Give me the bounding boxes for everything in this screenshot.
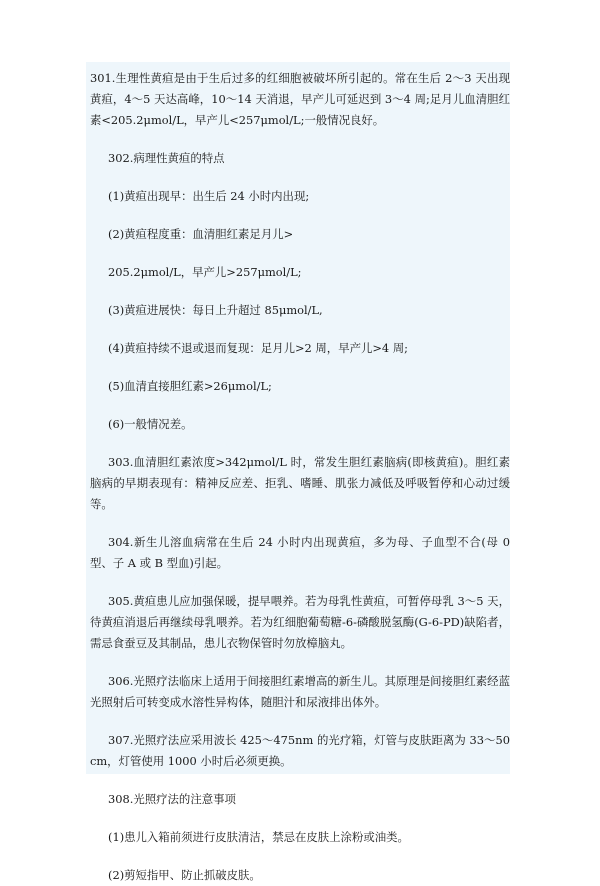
list-item-308-2: (2)剪短指甲、防止抓破皮肤。	[108, 868, 261, 882]
list-item-302-3: (3)黄疸进展快：每日上升超过 85μmol/L,	[108, 303, 323, 317]
paragraph-302-heading: 302.病理性黄疸的特点	[108, 151, 225, 165]
document-page	[86, 62, 510, 882]
paragraph-308-heading: 308.光照疗法的注意事项	[108, 792, 236, 806]
paragraph-306: 306.光照疗法临床上适用于间接胆红素增高的新生儿。其原理是间接胆红素经蓝光照射后可转变成水溶性异构体，随胆汁和尿液排出体外。	[90, 674, 510, 709]
paragraph-301: 301.生理性黄疸是由于生后过多的红细胞被破坏所引起的。常在生后 2～3 天出现黄疸，4～5 天达高峰，10～14 天消退，早产儿可延迟到 3～4 周;足月儿血清胆红素<205.2μmol/L，早产儿<257μmol/L;一般情况良好。	[90, 71, 510, 127]
list-item-308-1: (1)患儿入箱前须进行皮肤清洁，禁忌在皮肤上涂粉或油类。	[108, 830, 409, 844]
paragraph-303: 303.血清胆红素浓度>342μmol/L 时，常发生胆红素脑病(即核黄疸)。胆红素脑病的早期表现有：精神反应差、拒乳、嗜睡、肌张力减低及呼吸暂停和心动过缓等。	[90, 455, 510, 511]
paragraph-304: 304.新生儿溶血病常在生后 24 小时内出现黄疸，多为母、子血型不合(母 0 型、子 A 或 B 型血)引起。	[90, 535, 510, 570]
list-item-302-2: (2)黄疸程度重：血清胆红素足月儿>	[108, 227, 294, 241]
paragraph-307: 307.光照疗法应采用波长 425～475nm 的光疗箱，灯管与皮肤距离为 33～50cm，灯管使用 1000 小时后必须更换。	[90, 733, 510, 768]
list-item-302-4: (4)黄疸持续不退或退而复现：足月儿>2 周，早产儿>4 周;	[108, 341, 409, 355]
list-item-302-5: (5)血清直接胆红素>26μmol/L;	[108, 379, 272, 393]
list-item-302-2-cont: 205.2μmol/L，早产儿>257μmol/L;	[108, 265, 302, 279]
list-item-302-1: (1)黄疸出现早：出生后 24 小时内出现;	[108, 189, 310, 203]
paragraph-305: 305.黄疸患儿应加强保暖，提早喂养。若为母乳性黄疸，可暂停母乳 3～5 天，待黄疸消退后再继续母乳喂养。若为红细胞葡萄糖-6-磷酸脱氢酶(G-6-PD)缺陷者，需忌食蚕豆及其制品，患儿衣物保管时勿放樟脑丸。	[90, 594, 510, 650]
list-item-302-6: (6)一般情况差。	[108, 417, 193, 431]
